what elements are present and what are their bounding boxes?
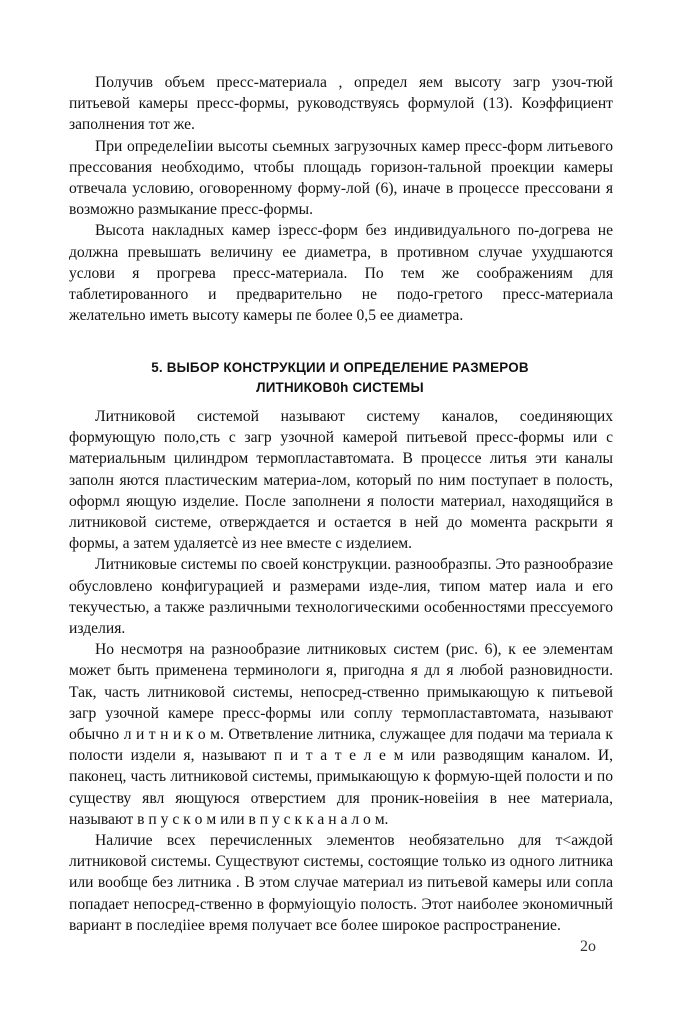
paragraph-intro-2: При определеIiии высоты сьемных загрузочных камер пресс-форм литьевого прессования необходимо, чтобы площадь горизон-тальной проекции камеры отвечала условию, оговоренному форму-лой (6), иначе в процессе прессовани я возможно размыкание пресс-формы. [69,137,613,219]
section-heading-line-2: ЛИТНИКОВ0h СИСТЕМЫ [256,380,424,395]
section-heading [60,358,620,398]
section-heading-line-1: 5. ВЫБОР КОНСТРУКЦИИ И ОПРЕДЕЛЕНИЕ РАЗМЕРОВ [151,360,529,375]
section-body [69,406,613,936]
paragraph-body-3: Но несмотря на разнообразие литниковых систем (рис. 6), к ее элементам может быть применена терминологи я, пригодна я дл я любой разновидности. Так, часть литниковой системы, непосред-ственно примыкающую к питьевой загр узочной камере пресс-формы или соплу термопластавтомата, называют обычно л и т н и к о м. Ответвление литника, служащее для подачи ма териала к полости издели я, называют п и т а т е л е м или разводящим каналом. И, паконец, часть литниковой системы, примыкающую к формую-щей полости и по существу явл яющуюся отверстием для проник-новеiiия в нее материала, называют в п у с к о м или в п у с к к а н а л о м. [69,641,613,828]
intro-text [69,72,613,326]
paragraph-intro-3: Высота накладных камер iзресс-форм без индивидуального по-догрева не должна превышать величину ее диаметра, в противном случае ухудшаются услови я прогрева пресс-материала. По тем же соображениям для таблетированного и предварительно не подо-гретого пресс-материала желательно иметь высоту камеры пе более 0,5 ее диаметра. [69,222,613,325]
page-number: 2о [580,938,596,955]
paragraph-body-4: Наличие всех перечисленных элементов необязательно для т<аждой литниковой системы. Существуют системы, состоящие только из одного литника или вообще без литника . В этом случае материал из питьевой камеры или сопла попадает непосред-ственно в формуiощуio полость. Этот наиболее экономичный вариант в последiiее время получает все более широкое распространение. [69,832,613,934]
paragraph-intro-1: Получив объем пресс-материала , определ яем высоту загр узоч-тюй питьевой камеры пресс-формы, руководствуясь формулой (13). Коэффициент заполнения тот же. [69,74,613,134]
paragraph-body-1: Литниковой системой называют систему каналов, соединяющих формующую поло,сть с загр узочной камерой питьевой пресс-формы или с материальным цилиндром термопластавтомата. В процессе литья эти каналы заполн яются пластическим материа-лом, который по ним поступает в полость, оформл яющую изделие. После заполнени я полости материал, находящийся в литниковой системе, отверждается и остается в ней до момента раскрыти я формы, а затем удаляетсѐ из нее вместе с изделием. [69,408,613,553]
paragraph-body-2: Литниковые системы по своей конструкции. разнообразпы. Это разнообразие обусловлено конфигурацией и размерами изде-лия, типом матер иала и его текучестью, а также различными технологическими особенностями прессуемого изделия. [69,556,613,638]
